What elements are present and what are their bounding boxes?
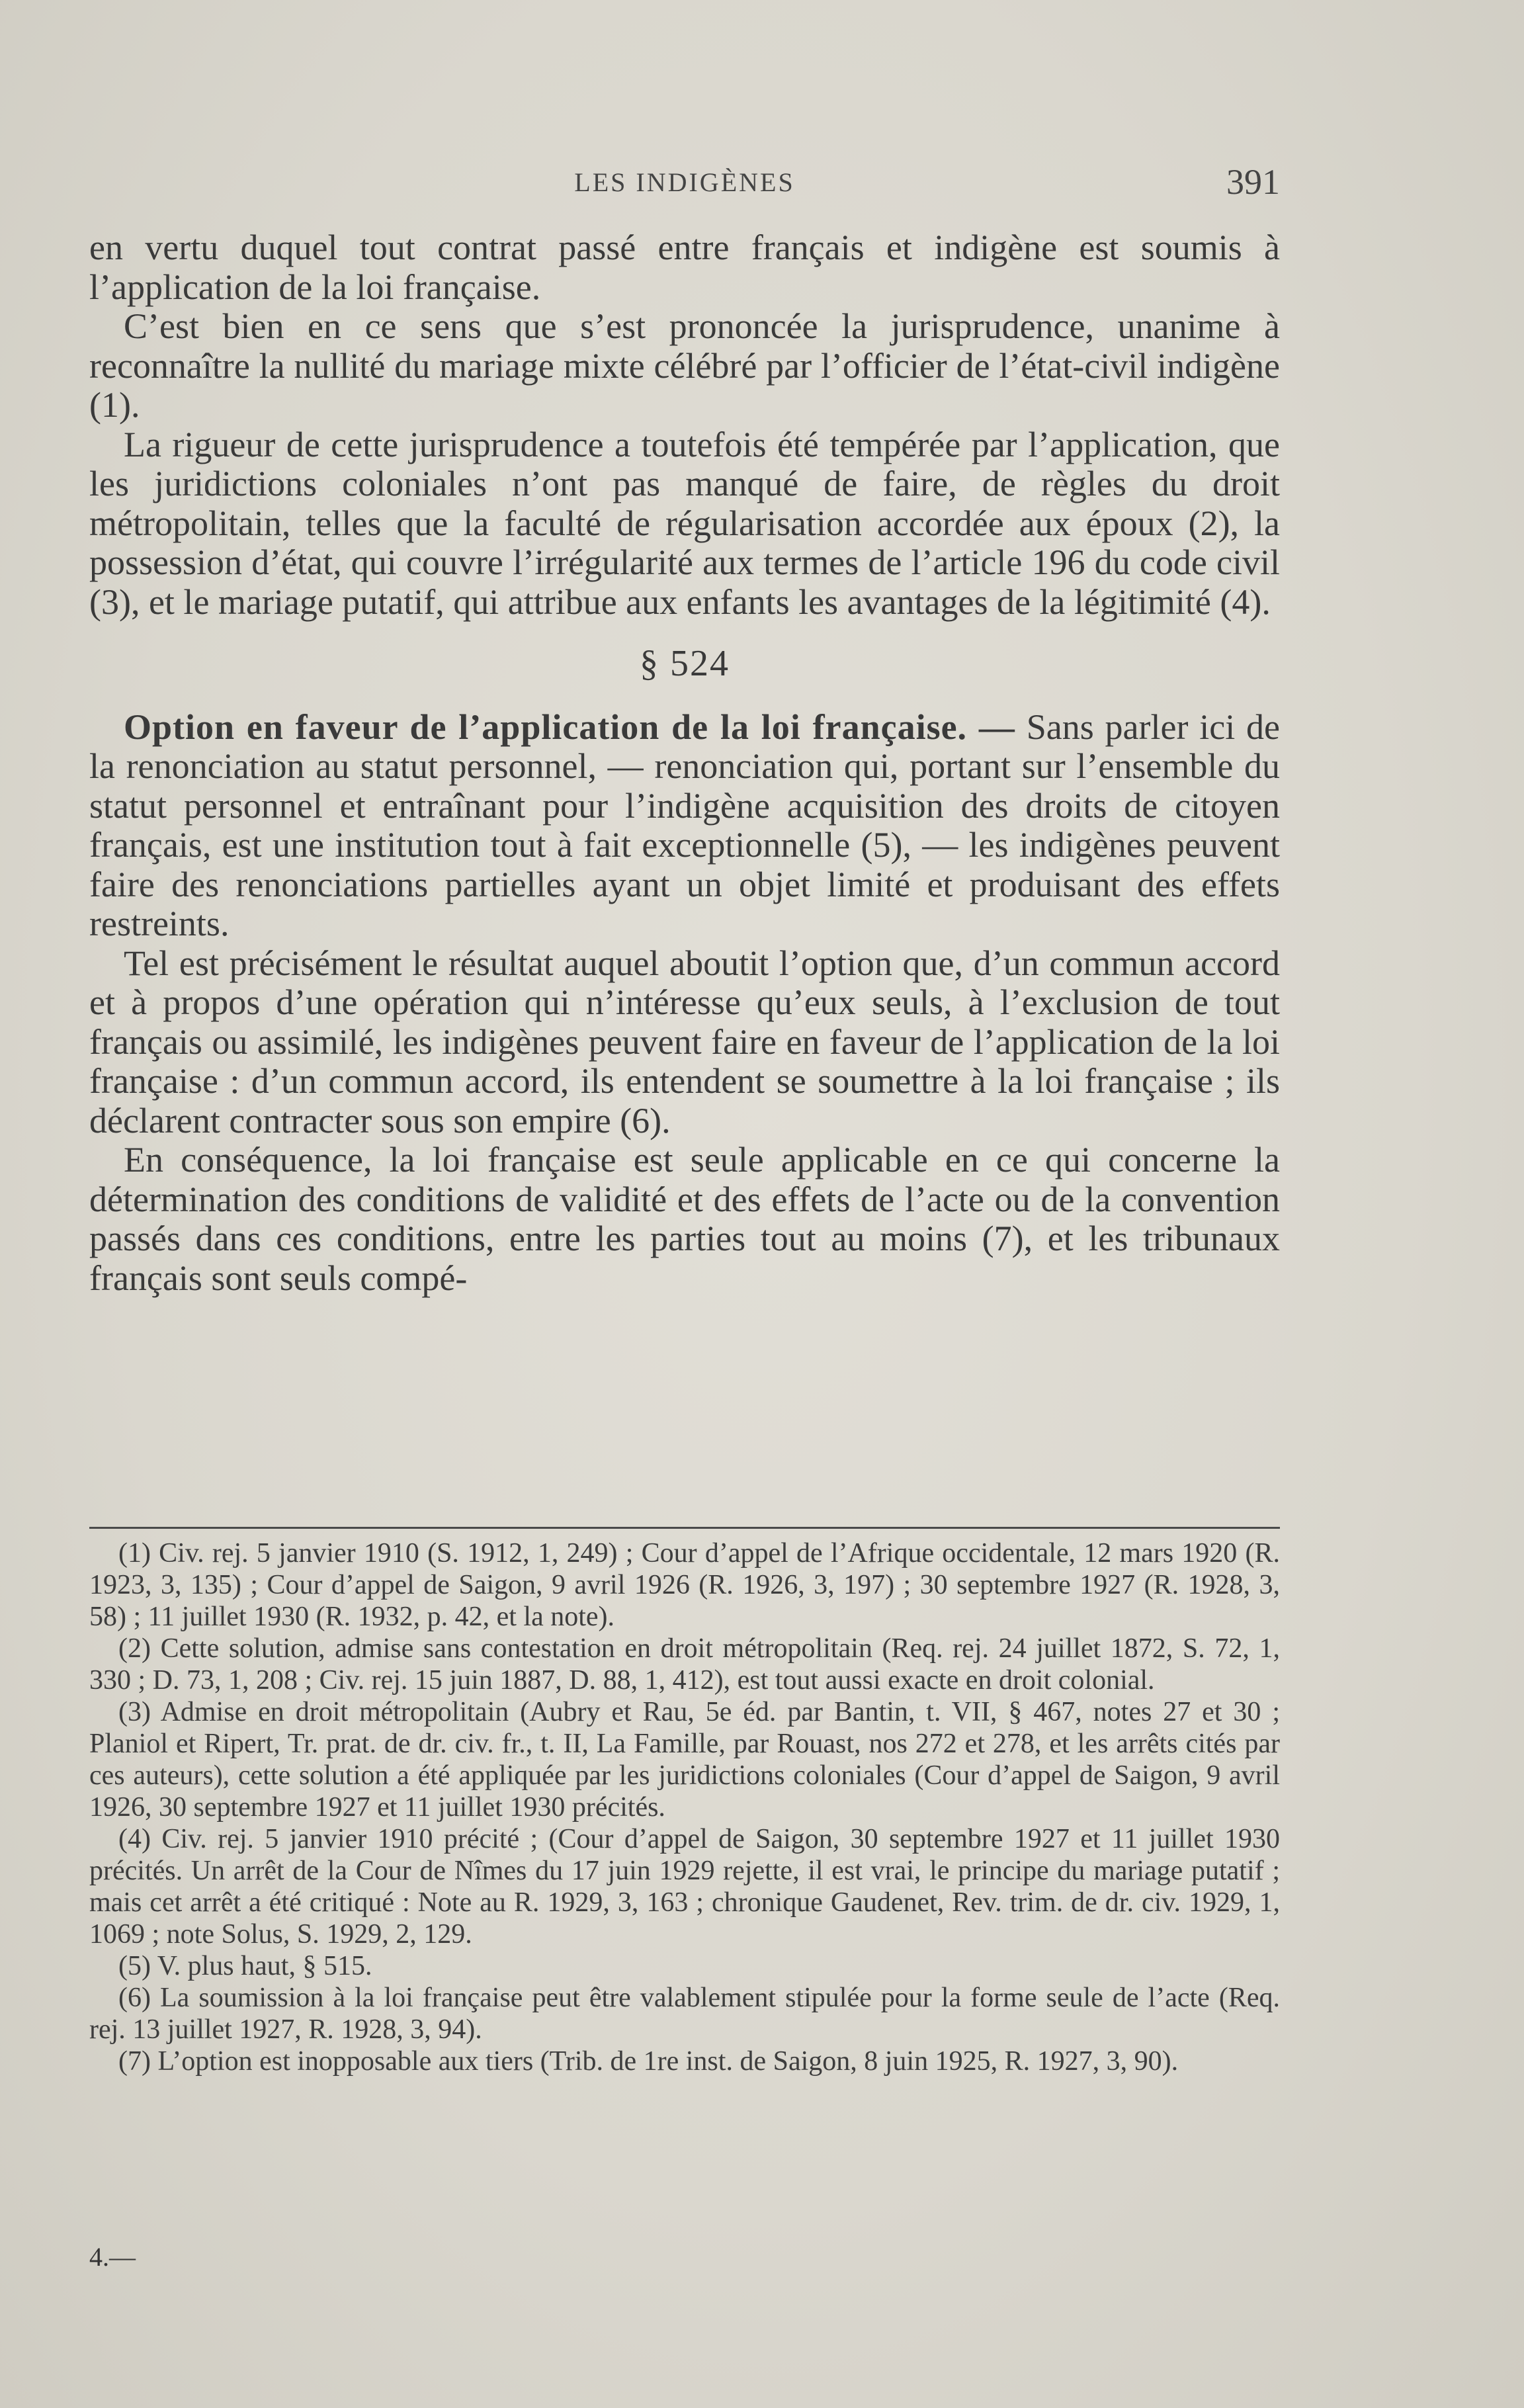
main-text: [89, 228, 1280, 1298]
paragraph-6: En conséquence, la loi française est seule applicable en ce qui concerne la détermination des conditions de validité et des effets de l’acte ou de la convention passés dans ces conditions, entre les parties tout au moins (7), et les tribunaux français sont seuls compé-: [89, 1140, 1280, 1298]
footnote-7: (7) L’option est inopposable aux tiers (Trib. de 1re inst. de Saigon, 8 juin 1925, R. 1927, 3, 90).: [118, 2046, 1179, 2077]
footnote-2: (2) Cette solution, admise sans contestation en droit métropolitain (Req. rej. 24 juillet 1872, S. 72, 1, 330 ; D. 73, 1, 208 ; Civ. rej. 15 juin 1887, D. 88, 1, 412), est tout aussi exacte en droit colonial.: [89, 1633, 1280, 1696]
footnote-3: (3) Admise en droit métropolitain (Aubry et Rau, 5e éd. par Bantin, t. VII, § 467, notes 27 et 30 ; Planiol et Ripert, Tr. prat. de dr. civ. fr., t. II, La Famille, par Rouast, nos 272 et 278, et les arrêts cités par ces auteurs), cette solution a été appliquée par les juridictions coloniales (Cour d’appel de Saigon, 9 avril 1926, 30 septembre 1927 et 11 juillet 1930 précités.: [89, 1697, 1280, 1823]
paragraph-4: [89, 708, 1280, 944]
section-heading: § 524: [640, 643, 730, 684]
paragraph-2: C’est bien en ce sens que s’est prononcée la jurisprudence, unanime à reconnaître la nullité du mariage mixte célébré par l’officier de l’état-civil indigène (1).: [89, 306, 1280, 425]
footnote-4: (4) Civ. rej. 5 janvier 1910 précité ; (Cour d’appel de Saigon, 30 septembre 1927 et 11 juillet 1930 précités. Un arrêt de la Cour de Nîmes du 17 juin 1929 rejette, il est vrai, le principe du mariage putatif ; mais cet arrêt a été critiqué : Note au R. 1929, 3, 163 ; chronique Gaudenet, Rev. trim. de dr. civ. 1929, 1, 1069 ; note Solus, S. 1929, 2, 129.: [89, 1824, 1280, 1950]
page-number: 391: [1226, 162, 1280, 202]
footnote-1: (1) Civ. rej. 5 janvier 1910 (S. 1912, 1, 249) ; Cour d’appel de l’Afrique occidentale, 12 mars 1920 (R. 1923, 3, 135) ; Cour d’appel de Saigon, 9 avril 1926 (R. 1926, 3, 197) ; 30 septembre 1927 (R. 1928, 3, 58) ; 11 juillet 1930 (R. 1932, p. 42, et la note).: [89, 1538, 1280, 1632]
running-head: LES INDIGÈNES: [574, 167, 795, 197]
paragraph-5: Tel est précisément le résultat auquel aboutit l’option que, d’un commun accord et à propos d’une opération qui n’intéresse qu’eux seuls, à l’exclusion de tout français ou assimilé, les indigènes peuvent faire en faveur de l’application de la loi française : d’un commun accord, ils entendent se soumettre à la loi française ; ils déclarent contracter sous son empire (6).: [89, 943, 1280, 1140]
paragraph-lead-title: Option en faveur de l’application de la loi française. —: [124, 707, 1015, 747]
footnote-5: (5) V. plus haut, § 515.: [118, 1951, 372, 1981]
paragraph-1: en vertu duquel tout contrat passé entre français et indigène est soumis à l’application de la loi française.: [89, 228, 1280, 307]
paragraph-4-text: Sans parler ici de la renonciation au statut personnel, — renonciation qui, portant sur l’ensemble du statut personnel et entraînant pour l’indigène acquisition des droits de citoyen français, est une institution tout à fait exceptionnelle (5), — les indigènes peuvent faire des renonciations partielles ayant un objet limité et produisant des effets restreints.: [89, 707, 1281, 943]
footnote-6: (6) La soumission à la loi française peut être valablement stipulée pour la forme seule de l’acte (Req. rej. 13 juillet 1927, R. 1928, 3, 94).: [89, 1983, 1280, 2045]
page-header: [89, 157, 1280, 210]
signature-mark: 4.—: [89, 2242, 136, 2272]
footnote-divider: [89, 1527, 1280, 1529]
paragraph-3: La rigueur de cette jurisprudence a toutefois été tempérée par l’application, que les juridictions coloniales n’ont pas manqué de faire, de règles du droit métropolitain, telles que la faculté de régularisation accordée aux époux (2), la possession d’état, qui couvre l’irrégularité aux termes de l’article 196 du code civil (3), et le mariage putatif, qui attribue aux enfants les avantages de la légitimité (4).: [89, 424, 1280, 622]
footnotes: [89, 1537, 1280, 2077]
